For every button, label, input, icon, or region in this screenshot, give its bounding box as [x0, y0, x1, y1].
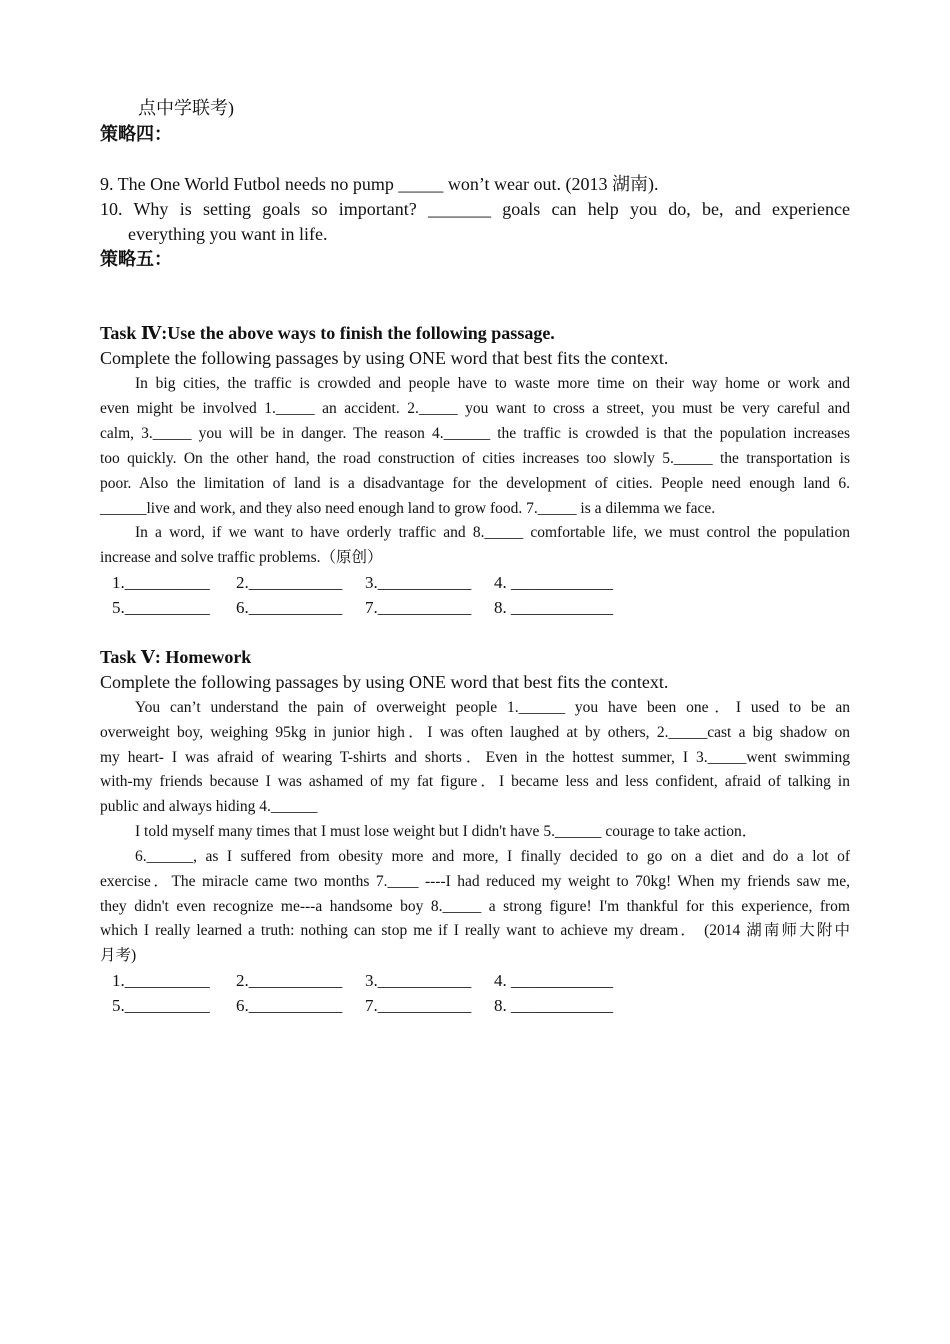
task-4-passage-line: poor. Also the limitation of land is a disadvantage for the development of cities. People need enough land 6. [100, 475, 850, 492]
answer-blank-4[interactable]: 4. ____________ [494, 971, 613, 990]
task-4-passage-line: increase and solve traffic problems.（原创） [100, 549, 383, 566]
answer-blank-3[interactable]: 3.___________ [365, 573, 472, 592]
task-4-passage-line: In big cities, the traffic is crowded and people have to waste more time on their way home or work and [135, 375, 850, 392]
answer-blank-6[interactable]: 6.___________ [236, 996, 343, 1015]
answer-blank-3[interactable]: 3.___________ [365, 971, 472, 990]
task-5-passage-line: exercise．The miracle came two months 7.____ ----I had reduced my weight to 70kg! When my friends saw me, [100, 873, 850, 890]
task-5-passage-line: I told myself many times that I must lose weight but I didn't have 5.______ courage to take action． [135, 823, 758, 840]
task-5-title: Task Ⅴ: Homework [100, 647, 252, 667]
task-5-passage-line: with-my friends because I was ashamed of my fat figure．I became less and less confident, afraid of talking in [100, 773, 850, 790]
answer-blank-5[interactable]: 5.__________ [112, 996, 210, 1015]
question-10-line-2: everything you want in life. [128, 224, 328, 244]
task-4-passage-line: calm, 3._____ you will be in danger. The reason 4.______ the traffic is crowded is that the population increases [100, 425, 850, 442]
task-5-passage-line: 月考) [100, 947, 137, 964]
task-5-passage-line: overweight boy, weighing 95kg in junior high．I was often laughed at by others, 2._____cast a big shadow on [100, 724, 850, 741]
answer-blank-8[interactable]: 8. ____________ [494, 598, 613, 617]
task-5-passage-line: they didn't even recognize me---a handsome boy 8._____ a strong figure! I'm thankful for this experience, from [100, 898, 850, 915]
answer-blank-5[interactable]: 5.__________ [112, 598, 210, 617]
task-4-instruction: Complete the following passages by using ONE word that best fits the context. [100, 348, 669, 368]
question-10-line-1: 10. Why is setting goals so important? _______ goals can help you do, be, and experience [100, 199, 850, 219]
task-5-passage-line: public and always hiding 4.______ [100, 798, 318, 815]
question-9: 9. The One World Futbol needs no pump _____ won’t wear out. (2013 湖南). [100, 174, 659, 194]
answer-blank-7[interactable]: 7.___________ [365, 996, 472, 1015]
answer-blank-7[interactable]: 7.___________ [365, 598, 472, 617]
task-4-passage-line: too quickly. On the other hand, the road construction of cities increases too slowly 5._____ the transportation is [100, 450, 850, 467]
task-5-passage-line: You can’t understand the pain of overweight people 1.______ you have been one．I used to be an [135, 699, 850, 716]
task-5-instruction: Complete the following passages by using ONE word that best fits the context. [100, 672, 669, 692]
answer-blank-8[interactable]: 8. ____________ [494, 996, 613, 1015]
answer-blank-2[interactable]: 2.___________ [236, 573, 343, 592]
task-5-passage-line: which I really learned a truth: nothing can stop me if I really want to achieve my dream． (2014 湖南师大附中 [100, 922, 850, 939]
task-4-title: Task Ⅳ:Use the above ways to finish the following passage. [100, 323, 555, 343]
continuation-text: 点中学联考) [138, 98, 234, 118]
answer-blank-2[interactable]: 2.___________ [236, 971, 343, 990]
strategy-4-heading: 策略四： [100, 124, 172, 144]
task-4-passage-line: In a word, if we want to have orderly traffic and 8._____ comfortable life, we must control the population [135, 524, 850, 541]
task-5-passage-line: 6.______, as I suffered from obesity more and more, I finally decided to go on a diet and do a lot of [135, 848, 850, 865]
answer-blank-1[interactable]: 1.__________ [112, 573, 210, 592]
task-5-passage-line: my heart- I was afraid of wearing T-shirts and shorts．Even in the hottest summer, I 3._____went swimming [100, 749, 850, 766]
answer-blank-1[interactable]: 1.__________ [112, 971, 210, 990]
answer-blank-4[interactable]: 4. ____________ [494, 573, 613, 592]
answer-blank-6[interactable]: 6.___________ [236, 598, 343, 617]
strategy-5-heading: 策略五： [100, 249, 172, 269]
task-4-passage-line: ______live and work, and they also need enough land to grow food. 7._____ is a dilemma we face. [100, 500, 716, 517]
task-4-passage-line: even might be involved 1._____ an accident. 2._____ you want to cross a street, you must be very careful and [100, 400, 850, 417]
